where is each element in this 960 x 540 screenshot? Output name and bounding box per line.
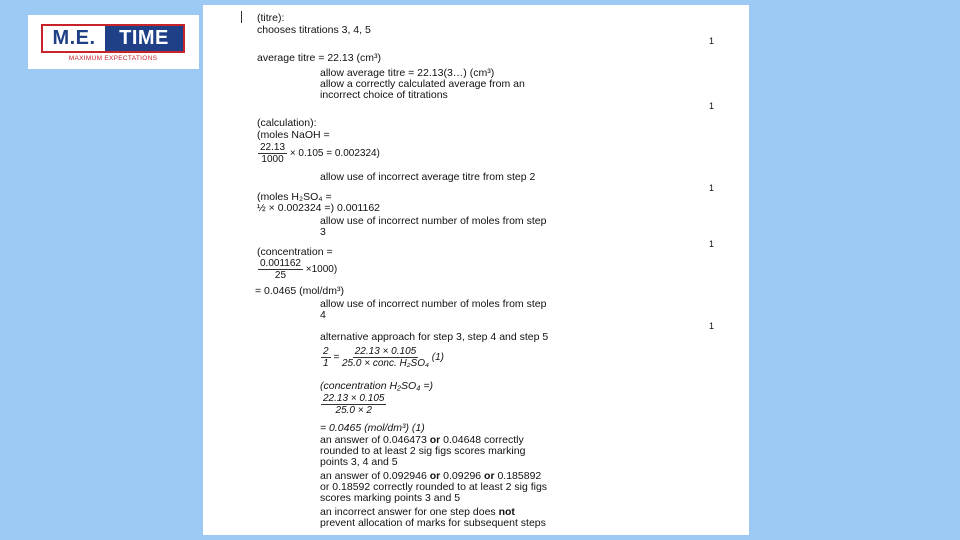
moles-h2so4-result: ½ × 0.002324 =) 0.001162 <box>257 202 380 214</box>
text-cursor <box>241 11 242 23</box>
allow-average-3: incorrect choice of titrations <box>320 89 448 101</box>
frac-numerator: 22.13 <box>260 142 286 153</box>
note-2-line-2: or 0.18592 correctly rounded to at least 2 sig figs <box>320 481 548 493</box>
frac-remainder: × 0.105 = 0.002324) <box>289 148 380 159</box>
allow-incorrect-titre: allow use of incorrect average titre from step 2 <box>320 171 536 183</box>
alternative-equation <box>321 346 444 369</box>
allow-incorrect-moles-step4-1: allow use of incorrect number of moles from step <box>320 298 547 310</box>
frac-remainder: ×1000) <box>305 264 338 275</box>
note-2-line-1: an answer of 0.092946 or 0.09296 or 0.185892 <box>320 470 542 482</box>
frac-denominator: 1000 <box>261 154 284 165</box>
me-time-logo <box>28 15 199 69</box>
concentration-line: (concentration = <box>257 246 333 258</box>
mark-2: 1 <box>709 101 715 111</box>
concentration-h2so4-line: (concentration H₂SO₄ =) <box>320 380 433 392</box>
mark-3: 1 <box>709 183 715 193</box>
equals-sign: = <box>333 352 340 363</box>
concentration-fraction <box>258 258 337 281</box>
frac-denominator: 25 <box>274 270 287 281</box>
moles-naoh-line: (moles NaOH = <box>257 129 330 141</box>
ratio-denominator: 1 <box>323 358 329 369</box>
note-3-line-2: prevent allocation of marks for subsequent steps <box>320 517 546 529</box>
eq-denominator: 25.0 × conc. H₂SO₄ <box>341 358 429 369</box>
moles-naoh-fraction <box>258 142 380 165</box>
mark-4: 1 <box>709 239 715 249</box>
logo-tagline: MAXIMUM EXPECTATIONS <box>68 55 158 62</box>
allow-average-1: allow average titre = 22.13(3…) (cm³) <box>320 67 495 79</box>
alternative-answer: = 0.0465 (mol/dm³) (1) <box>320 422 425 434</box>
allow-incorrect-moles-2: 3 <box>320 226 326 238</box>
ratio-numerator: 2 <box>323 346 329 357</box>
eq-mark: (1) <box>431 352 445 363</box>
mark-1: 1 <box>709 36 715 46</box>
alternative-heading: alternative approach for step 3, step 4 and step 5 <box>320 331 549 343</box>
titre-choice: chooses titrations 3, 4, 5 <box>257 24 371 36</box>
mark-5: 1 <box>709 321 715 331</box>
frac-numerator: 0.001162 <box>260 258 301 269</box>
logo-me-text: M.E. <box>43 26 105 51</box>
titre-heading: (titre): <box>257 12 285 24</box>
note-1-line-2: rounded to at least 2 sig figs scores marking <box>320 445 526 457</box>
eq-numerator: 22.13 × 0.105 <box>354 346 417 357</box>
conc-numerator: 22.13 × 0.105 <box>323 393 385 404</box>
average-titre: average titre = 22.13 (cm³) <box>257 52 382 64</box>
note-1-line-1: an answer of 0.046473 or 0.04648 correctly <box>320 434 524 446</box>
conc-denominator: 25.0 × 2 <box>335 405 372 416</box>
allow-average-2: allow a correctly calculated average from an <box>320 78 525 90</box>
concentration-h2so4-fraction <box>321 393 386 416</box>
allow-incorrect-moles-1: allow use of incorrect number of moles from step <box>320 215 547 227</box>
concentration-result: = 0.0465 (mol/dm³) <box>255 285 344 297</box>
calculation-heading: (calculation): <box>257 117 317 129</box>
note-3-line-1: an incorrect answer for one step does not <box>320 506 515 518</box>
allow-incorrect-moles-step4-2: 4 <box>320 309 326 321</box>
logo-badge <box>41 24 185 53</box>
note-1-line-3: points 3, 4 and 5 <box>320 456 398 468</box>
mark-scheme-page <box>203 5 749 535</box>
logo-time-text: TIME <box>105 26 183 51</box>
note-2-line-3: scores marking points 3 and 5 <box>320 492 461 504</box>
moles-h2so4-line: (moles H₂SO₄ = <box>257 191 332 203</box>
